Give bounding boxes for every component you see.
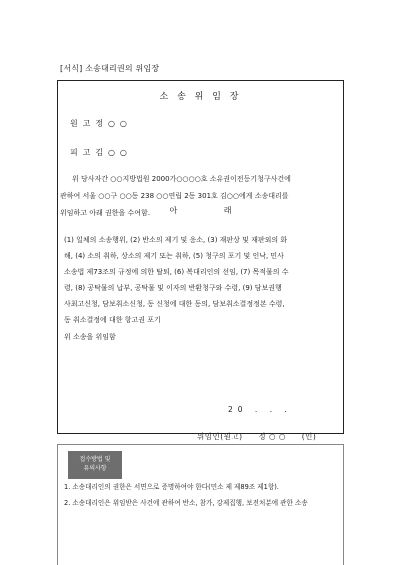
notes-badge-line: 접수방법 및 [79,456,111,463]
delegation-paragraph-line: 위임하고 아래 권한을 수여함. [60,209,151,217]
delegator-label: 위임인(원고) [197,432,243,441]
delegator-name: 정 ○ ○ [258,432,286,441]
defendant-line: 피 고 김 ○ ○ [70,148,129,157]
form-label: [서식] 소송대리권의 위임장 [60,64,160,73]
authority-item-line: 소송법 제73조의 규정에 의한 탈퇴, (6) 복대리인의 선임, (7) 목적물의 수 [64,268,289,277]
notes-badge-line: 유의사항 [83,465,107,472]
seal-mark: (인) [301,432,317,441]
document-title: 소 송 위 임 장 [159,92,242,102]
authority-item-line: (1) 일체의 소송행위, (2) 반소의 제기 및 응소, (3) 재판상 및 재판외의 화 [64,236,288,244]
closing-line: 위 소송을 위임함 [64,332,116,341]
delegation-paragraph-line: 위 당사자간 ○○지방법원 2000가○○○○호 소유권이전등기청구사건에 [72,175,291,183]
authority-item-line: 령, (8) 공탁물의 납부, 공탁물 및 이자의 반환청구와 수령, (9) 담보권행 [64,284,282,293]
authority-item-line: 사최고신청, 담보취소신청, 동 신청에 대한 동의, 담보취소결정정본 수령, [64,300,285,309]
note-line: 2. 소송대리인은 위임받은 사건에 관하여 반소, 참가, 강제집행, 보전처분에 관한 소송 [64,499,308,507]
notes-panel [57,444,344,565]
authority-item-line: 동 취소결정에 대한 항고권 포기 [64,316,161,325]
ah-heading: 아 래 [169,206,254,215]
authority-item-line: 해, (4) 소의 취하, 상소의 제기 또는 취하, (5) 청구의 포기 및 인낙, 민사 [64,252,284,261]
notes-badge [68,451,122,479]
authority-items [64,232,337,345]
plaintiff-line: 원 고 정 ○ ○ [70,119,129,128]
power-of-attorney-document [57,80,344,441]
date-line: 20 . . . [228,405,292,414]
delegator-line [197,431,316,442]
note-line: 1. 소송대리인의 권한은 서면으로 증명하여야 한다(민소 제 제89조 제1항). [64,483,279,491]
notes-text [64,479,337,511]
delegation-paragraph-line: 관하여 서울 ○○구 ○○동 238 ○○연립 2동 301호 김○○에게 소송대리를 [60,192,289,200]
